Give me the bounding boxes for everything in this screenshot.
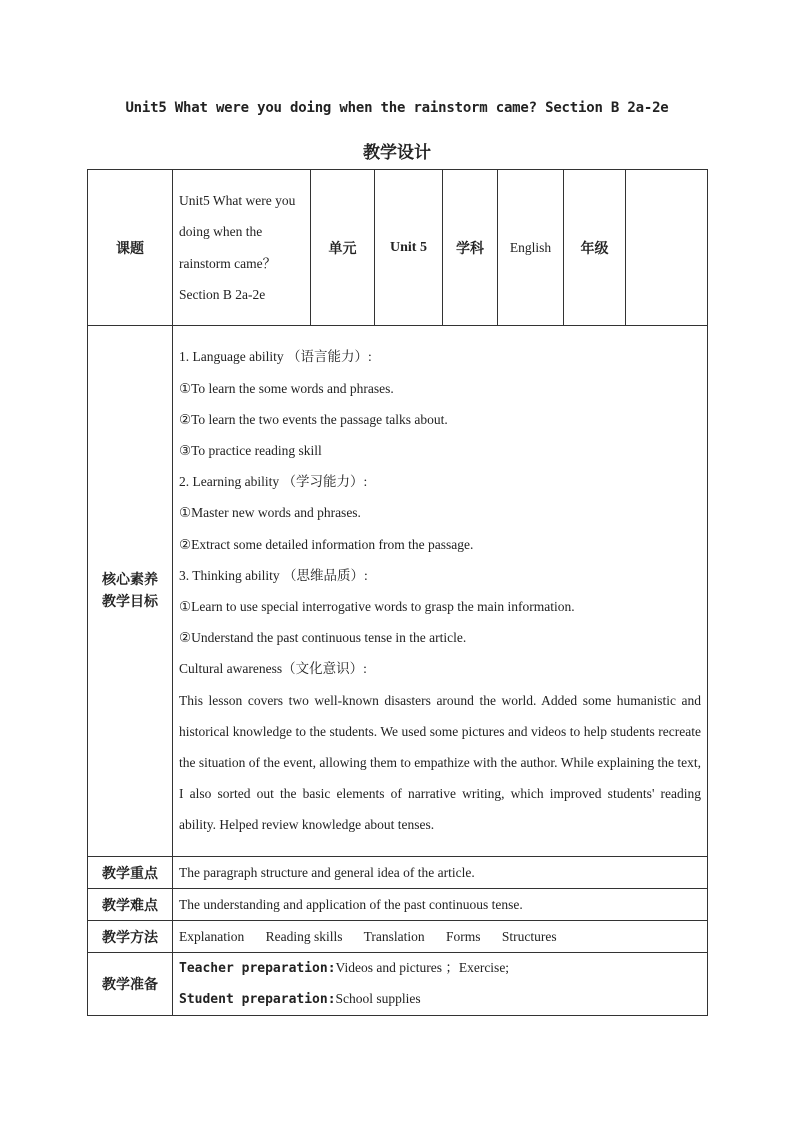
difficulties-row <box>88 889 708 921</box>
methods-row <box>88 921 708 953</box>
student-preparation-label: Student preparation: <box>179 992 336 1007</box>
teacher-preparation <box>179 953 701 984</box>
lesson-plan-table <box>87 169 708 1016</box>
methods-value <box>173 921 708 953</box>
student-preparation <box>179 984 701 1015</box>
teacher-preparation-label: Teacher preparation: <box>179 961 336 976</box>
goals-content <box>173 326 708 857</box>
method-item: Structures <box>501 928 557 944</box>
preparation-label: 教学准备 <box>88 953 173 1016</box>
preparation-row <box>88 953 708 1016</box>
method-item: Translation <box>363 928 425 944</box>
goals-label <box>88 326 173 857</box>
goals-row <box>88 326 708 857</box>
goal-line: ①Master new words and phrases. <box>179 505 361 521</box>
method-item: Forms <box>446 928 481 944</box>
key-points-value: The paragraph structure and general idea of the article. <box>173 857 708 889</box>
key-points-label: 教学重点 <box>88 857 173 889</box>
goal-line: ③To practice reading skill <box>179 442 322 458</box>
topic-label: 课题 <box>88 170 173 326</box>
goal-line: 2. Learning ability （学习能力）: <box>179 474 368 490</box>
teacher-preparation-value: Videos and pictures ；Exercise; <box>335 960 510 975</box>
goal-line: ①Learn to use special interrogative words to grasp the main information. <box>179 599 575 614</box>
method-item: Explanation <box>179 928 245 944</box>
goal-line: ②To learn the two events the passage talks about. <box>179 411 448 427</box>
grade-label: 年级 <box>564 170 626 326</box>
cultural-awareness-paragraph: This lesson covers two well-known disasters around the world. Added some humanistic and historical knowledge to the students. We used some pictures and videos to help students recreate the situation of the event, allowing them to empathize with the author. While explaining the text, I also sorted out the basic elements of narrative writing, which improved students' reading ability. Helped review knowledge about tenses. <box>179 692 701 833</box>
goal-line: ②Understand the past continuous tense in the article. <box>179 630 467 646</box>
goals-label-line1: 核心素养 <box>102 572 158 588</box>
document-title: Unit5 What were you doing when the rainstorm came? Section B 2a-2e <box>125 100 669 116</box>
topic-value: Unit5 What were you doing when the rainstorm came？ Section B 2a-2e <box>173 170 311 326</box>
goals-label-line2: 教学目标 <box>102 594 158 610</box>
methods-label: 教学方法 <box>88 921 173 953</box>
key-points-row <box>88 857 708 889</box>
student-preparation-value: School supplies <box>335 991 421 1006</box>
unit-value: Unit 5 <box>375 170 443 326</box>
header-row <box>88 170 708 326</box>
goal-line: ②Extract some detailed information from the passage. <box>179 536 474 552</box>
unit-label: 单元 <box>311 170 375 326</box>
subject-value: English <box>498 170 564 326</box>
method-item: Reading skills <box>265 928 343 944</box>
goal-line: ①To learn the some words and phrases. <box>179 380 394 396</box>
difficulties-label: 教学难点 <box>88 889 173 921</box>
goal-line: 3. Thinking ability （思维品质）: <box>179 567 368 583</box>
document-subtitle: 教学设计 <box>363 143 431 163</box>
preparation-value <box>173 953 708 1016</box>
grade-value <box>626 170 708 326</box>
difficulties-value: The understanding and application of the past continuous tense. <box>173 889 708 921</box>
goal-line: Cultural awareness（文化意识）: <box>179 661 367 677</box>
subject-label: 学科 <box>443 170 498 326</box>
goal-line: 1. Language ability （语言能力）: <box>179 349 372 365</box>
